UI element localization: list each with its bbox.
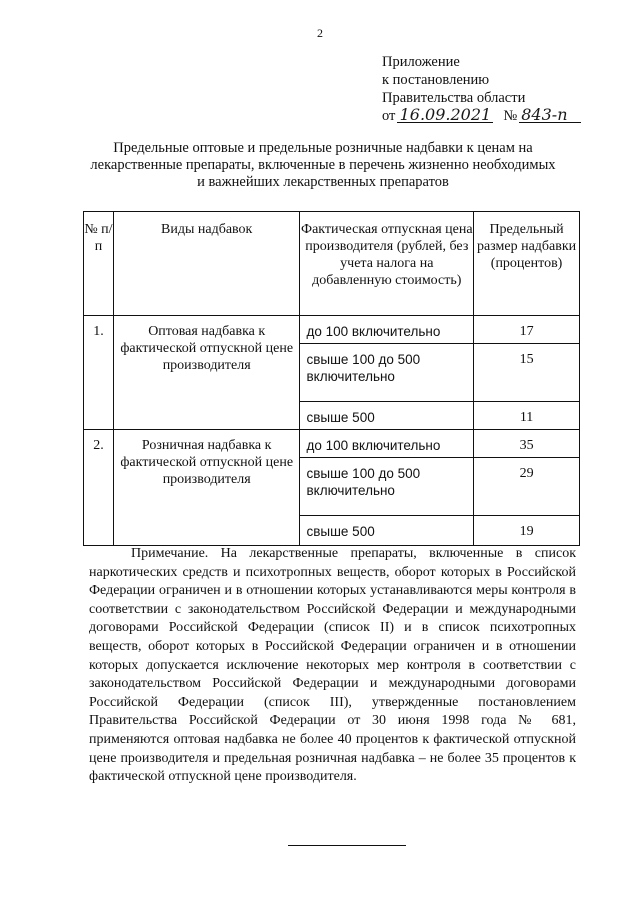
appendix-title: Приложение bbox=[382, 54, 460, 70]
order-prefix: от bbox=[382, 108, 396, 124]
markup-limit: 35 bbox=[474, 430, 580, 458]
order-date: 16.09.2021 bbox=[397, 107, 493, 123]
markup-limit: 15 bbox=[474, 344, 580, 402]
price-range: до 100 включительно bbox=[300, 316, 474, 344]
markup-type: Оптовая надбавка к фактической отпускной цене производителя bbox=[113, 316, 300, 430]
markup-limit: 17 bbox=[474, 316, 580, 344]
appendix-resolution-line: к постановлению bbox=[382, 72, 490, 88]
markup-limit: 11 bbox=[474, 402, 580, 430]
markup-table bbox=[83, 211, 580, 546]
price-range: свыше 100 до 500 включительно bbox=[300, 344, 474, 402]
price-range: свыше 500 bbox=[300, 516, 474, 546]
table-header-row bbox=[84, 212, 580, 316]
table-row bbox=[84, 430, 580, 458]
header-price: Фактическая отпускная цена производителя (рублей, без учета налога на добавленную стоимость) bbox=[300, 212, 474, 316]
markup-limit: 29 bbox=[474, 458, 580, 516]
price-range: свыше 500 bbox=[300, 402, 474, 430]
appendix-block bbox=[382, 53, 581, 125]
number-sign: № bbox=[503, 108, 518, 124]
header-limit: Предельный размер надбавки (процентов) bbox=[474, 212, 580, 316]
price-range: до 100 включительно bbox=[300, 430, 474, 458]
markup-type: Розничная надбавка к фактической отпускной цене производителя bbox=[113, 430, 300, 546]
markup-limit: 19 bbox=[474, 516, 580, 546]
closing-rule bbox=[288, 845, 406, 846]
header-no: № п/п bbox=[84, 212, 114, 316]
price-range: свыше 100 до 500 включительно bbox=[300, 458, 474, 516]
note-text: Примечание. На лекарственные препараты, включенные в список наркотических средств и психотропных веществ, оборот которых в Российской Федерации ограничен и в отношении которых устанавливаются меры контроля в соответствии с законодательством Российской Федерации и международными договорами Российской Федерации (список II) и в список психотропных веществ, оборот которых в Российской Федерации ограничен и в отношении которых допускается исключение некоторых мер контроля в соответствии с законодательством Российской Федерации и международными договорами Российской Федерации (список III), утвержденные постановлением Правительства Российской Федерации от 30 июня 1998 года № 681, применяются оптовая надбавка не более 40 процентов к фактической отпускной цене производителя и предельная розничная надбавка – не более 35 процентов к фактической отпускной цене производителя. bbox=[89, 546, 576, 785]
row-number: 1. bbox=[84, 316, 114, 430]
page-number: 2 bbox=[317, 26, 323, 40]
note-block bbox=[89, 545, 576, 787]
document-title: Предельные оптовые и предельные розничные надбавки к ценам на лекарственные препараты, включенные в перечень жизненно необходимых и важнейших лекарственных препаратов bbox=[90, 140, 556, 190]
order-number: 843-п bbox=[519, 107, 581, 123]
header-type: Виды надбавок bbox=[113, 212, 300, 316]
appendix-authority-line: Правительства области bbox=[382, 90, 526, 106]
table-row bbox=[84, 316, 580, 344]
row-number: 2. bbox=[84, 430, 114, 546]
appendix-order-line bbox=[382, 107, 581, 125]
